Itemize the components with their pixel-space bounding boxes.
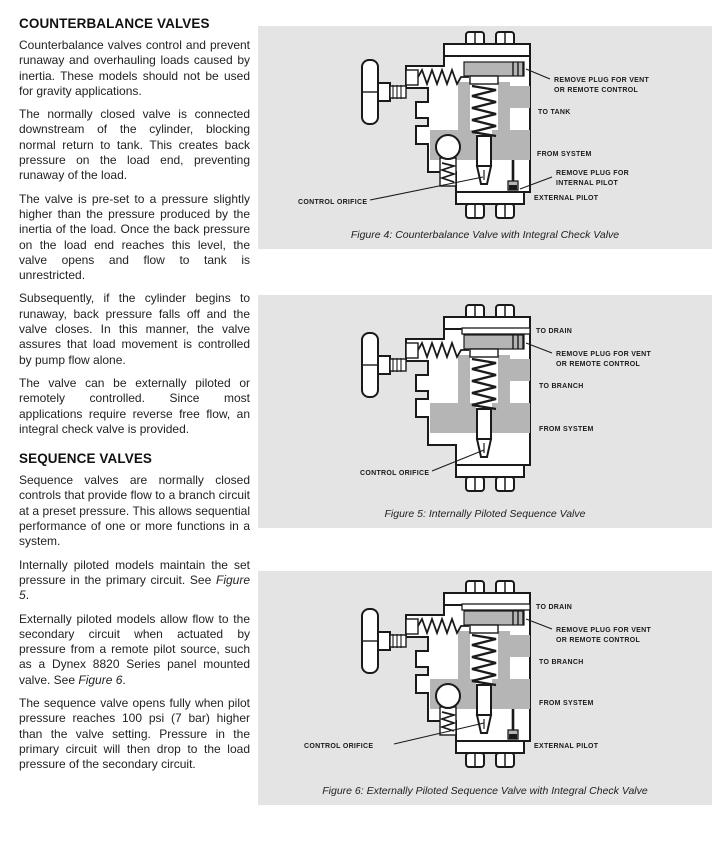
label-to-drain: TO DRAIN bbox=[536, 328, 573, 335]
label-from-system: FROM SYSTEM bbox=[539, 426, 594, 433]
label-to-branch: TO BRANCH bbox=[539, 383, 584, 390]
paragraph: The valve is pre-set to a pressure slightly higher than the pressure produced by the inertia of the load. Once the back pressure on the load end reaches this level, the valve opens and flow to tank is unrestricted. bbox=[19, 191, 250, 283]
counterbalance-valve-diagram bbox=[258, 26, 712, 222]
drain-channel bbox=[462, 604, 530, 610]
label-from-system: FROM SYSTEM bbox=[537, 151, 592, 158]
label-remove-plug-vent-line2: OR REMOTE CONTROL bbox=[554, 87, 639, 94]
label-internal-pilot-line1: REMOVE PLUG FOR bbox=[556, 170, 629, 177]
section-counterbalance-valves bbox=[19, 16, 250, 437]
valve-cutaway-drawing bbox=[362, 32, 530, 218]
label-to-drain: TO DRAIN bbox=[536, 604, 573, 611]
section-heading-sequence: SEQUENCE VALVES bbox=[19, 451, 153, 467]
label-control-orifice: CONTROL ORIFICE bbox=[304, 743, 374, 750]
check-ball-assembly bbox=[436, 135, 460, 186]
paragraph: Counterbalance valves control and prevent runaway and overhauling loads caused by inertia. These models should not be used for gravity applications. bbox=[19, 38, 250, 98]
figure-4-caption: Figure 4: Counterbalance Valve with Integral Check Valve bbox=[350, 229, 620, 241]
label-remove-plug-vent-line2: OR REMOTE CONTROL bbox=[556, 637, 641, 644]
check-ball-assembly bbox=[436, 684, 460, 735]
paragraph-text: . bbox=[25, 588, 30, 603]
label-control-orifice: CONTROL ORIFICE bbox=[298, 199, 368, 206]
paragraph: Subsequently, if the cylinder begins to runaway, back pressure falls off and the valve closes. In this manner, the valve assures that load movement is controlled by pump flow alone. bbox=[19, 291, 250, 367]
figure-panel-5 bbox=[258, 295, 712, 528]
label-remove-plug-vent-line1: REMOVE PLUG FOR VENT bbox=[556, 351, 652, 358]
drain-channel bbox=[462, 328, 530, 334]
label-to-tank: TO TANK bbox=[538, 109, 571, 116]
figure-reference: Figure 6 bbox=[78, 672, 123, 687]
text-column bbox=[19, 16, 250, 780]
paragraph-text: . bbox=[122, 672, 126, 687]
label-external-pilot: EXTERNAL PILOT bbox=[534, 195, 599, 202]
label-to-branch: TO BRANCH bbox=[539, 659, 584, 666]
paragraph-text: Externally piloted models allow flow to the secondary circuit when actuated by pressure from a remote pilot source, such as a Dynex 8820 Series panel mounted valve. See bbox=[19, 611, 250, 687]
label-remove-plug-vent-line2: OR REMOTE CONTROL bbox=[556, 361, 641, 368]
paragraph: The normally closed valve is connected downstream of the cylinder, blocking normal return to tank. This creates back pressure on the load end, preventing runaway of the load. bbox=[19, 107, 250, 183]
label-internal-pilot-line2: INTERNAL PILOT bbox=[556, 180, 619, 187]
paragraph: The sequence valve opens fully when pilot pressure reaches 100 psi (7 bar) higher than the valve setting. Pressure in the primary circuit will then drop to the load pressure of the secondary circuit. bbox=[19, 695, 250, 772]
paragraph: The valve can be externally piloted or remotely controlled. Since most applications require reverse free flow, an integral check valve is provided. bbox=[19, 375, 250, 436]
paragraph bbox=[19, 612, 250, 688]
figure-panel-6 bbox=[258, 571, 712, 805]
label-external-pilot: EXTERNAL PILOT bbox=[534, 743, 599, 750]
label-control-orifice: CONTROL ORIFICE bbox=[360, 470, 430, 477]
figure-6-caption: Figure 6: Externally Piloted Sequence Valve with Integral Check Valve bbox=[322, 785, 648, 797]
figure-panel-4 bbox=[258, 26, 712, 249]
paragraph: Sequence valves are normally closed controls that provide flow to a branch circuit at a preset pressure. This allows sequential performance of one or more functions in a system. bbox=[19, 473, 250, 549]
label-remove-plug-vent-line1: REMOVE PLUG FOR VENT bbox=[554, 77, 650, 84]
section-sequence-valves bbox=[19, 451, 250, 772]
label-remove-plug-vent-line1: REMOVE PLUG FOR VENT bbox=[556, 627, 652, 634]
section-heading-counterbalance: COUNTERBALANCE VALVES bbox=[19, 16, 210, 31]
figure-5-caption: Figure 5: Internally Piloted Sequence Valve bbox=[384, 508, 586, 520]
externally-piloted-sequence-valve-diagram bbox=[258, 571, 712, 771]
paragraph-text: Internally piloted models maintain the set pressure in the primary circuit. See bbox=[19, 557, 250, 587]
figure-reference: Figure 5 bbox=[19, 572, 250, 603]
label-from-system: FROM SYSTEM bbox=[539, 700, 594, 707]
internally-piloted-sequence-valve-diagram bbox=[258, 295, 712, 495]
paragraph bbox=[19, 558, 250, 604]
